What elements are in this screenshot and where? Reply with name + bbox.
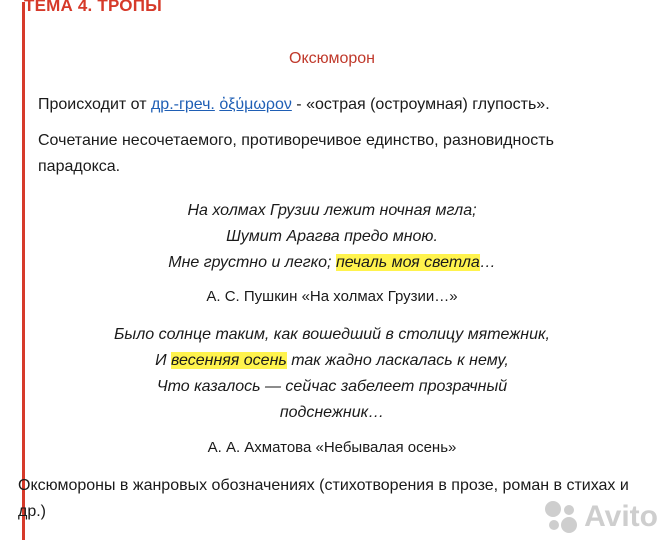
avito-watermark (542, 498, 658, 536)
akhmatova-poem (0, 322, 664, 426)
poem-line: Что казалось — сейчас забелеет прозрачный (156, 378, 508, 395)
poem-line (0, 348, 664, 374)
watermark-text: Avito (584, 500, 658, 533)
origin-suffix: - «острая (остроумная) глупость». (291, 96, 550, 113)
poem-line: подснежник… (279, 404, 385, 421)
origin-paragraph (38, 92, 550, 118)
poem-line (0, 250, 664, 276)
author-attribution: А. А. Ахматова «Небывалая осень» (207, 439, 457, 456)
author-attribution: А. С. Пушкин «На холмах Грузии…» (206, 288, 458, 305)
poem-text: И (155, 352, 172, 369)
section-title: Оксюморон (289, 50, 375, 67)
poem-line: На холмах Грузии лежит ночная мгла; (187, 202, 477, 219)
poem-text: Мне грустно и легко; (168, 254, 336, 271)
highlighted-oxymoron: весенняя осень (171, 352, 287, 369)
ancient-greek-link[interactable]: др.-греч. (150, 96, 215, 113)
highlighted-oxymoron: печаль моя светла (335, 254, 480, 271)
poem-line: Было солнце таким, как вошедший в столицу мятежник, (114, 326, 550, 343)
oxymoron-greek-link[interactable]: ὀξύμωρον (219, 96, 292, 113)
avito-logo-icon (542, 498, 580, 536)
origin-prefix: Происходит от (38, 96, 151, 113)
pushkin-poem (0, 198, 664, 276)
definition-paragraph: Сочетание несочетаемого, противоречивое единство, разновидность парадокса. (38, 132, 554, 175)
poem-text: так жадно ласкалась к нему, (286, 352, 509, 369)
poem-text: … (479, 254, 496, 271)
page-header-title: ТЕМА 4. ТРОПЫ (24, 0, 162, 15)
poem-line: Шумит Арагва предо мною. (226, 228, 438, 245)
genre-paragraph: Оксюмороны в жанровых обозначениях (стихотворения в прозе, роман в стихах и др.) (18, 477, 629, 520)
